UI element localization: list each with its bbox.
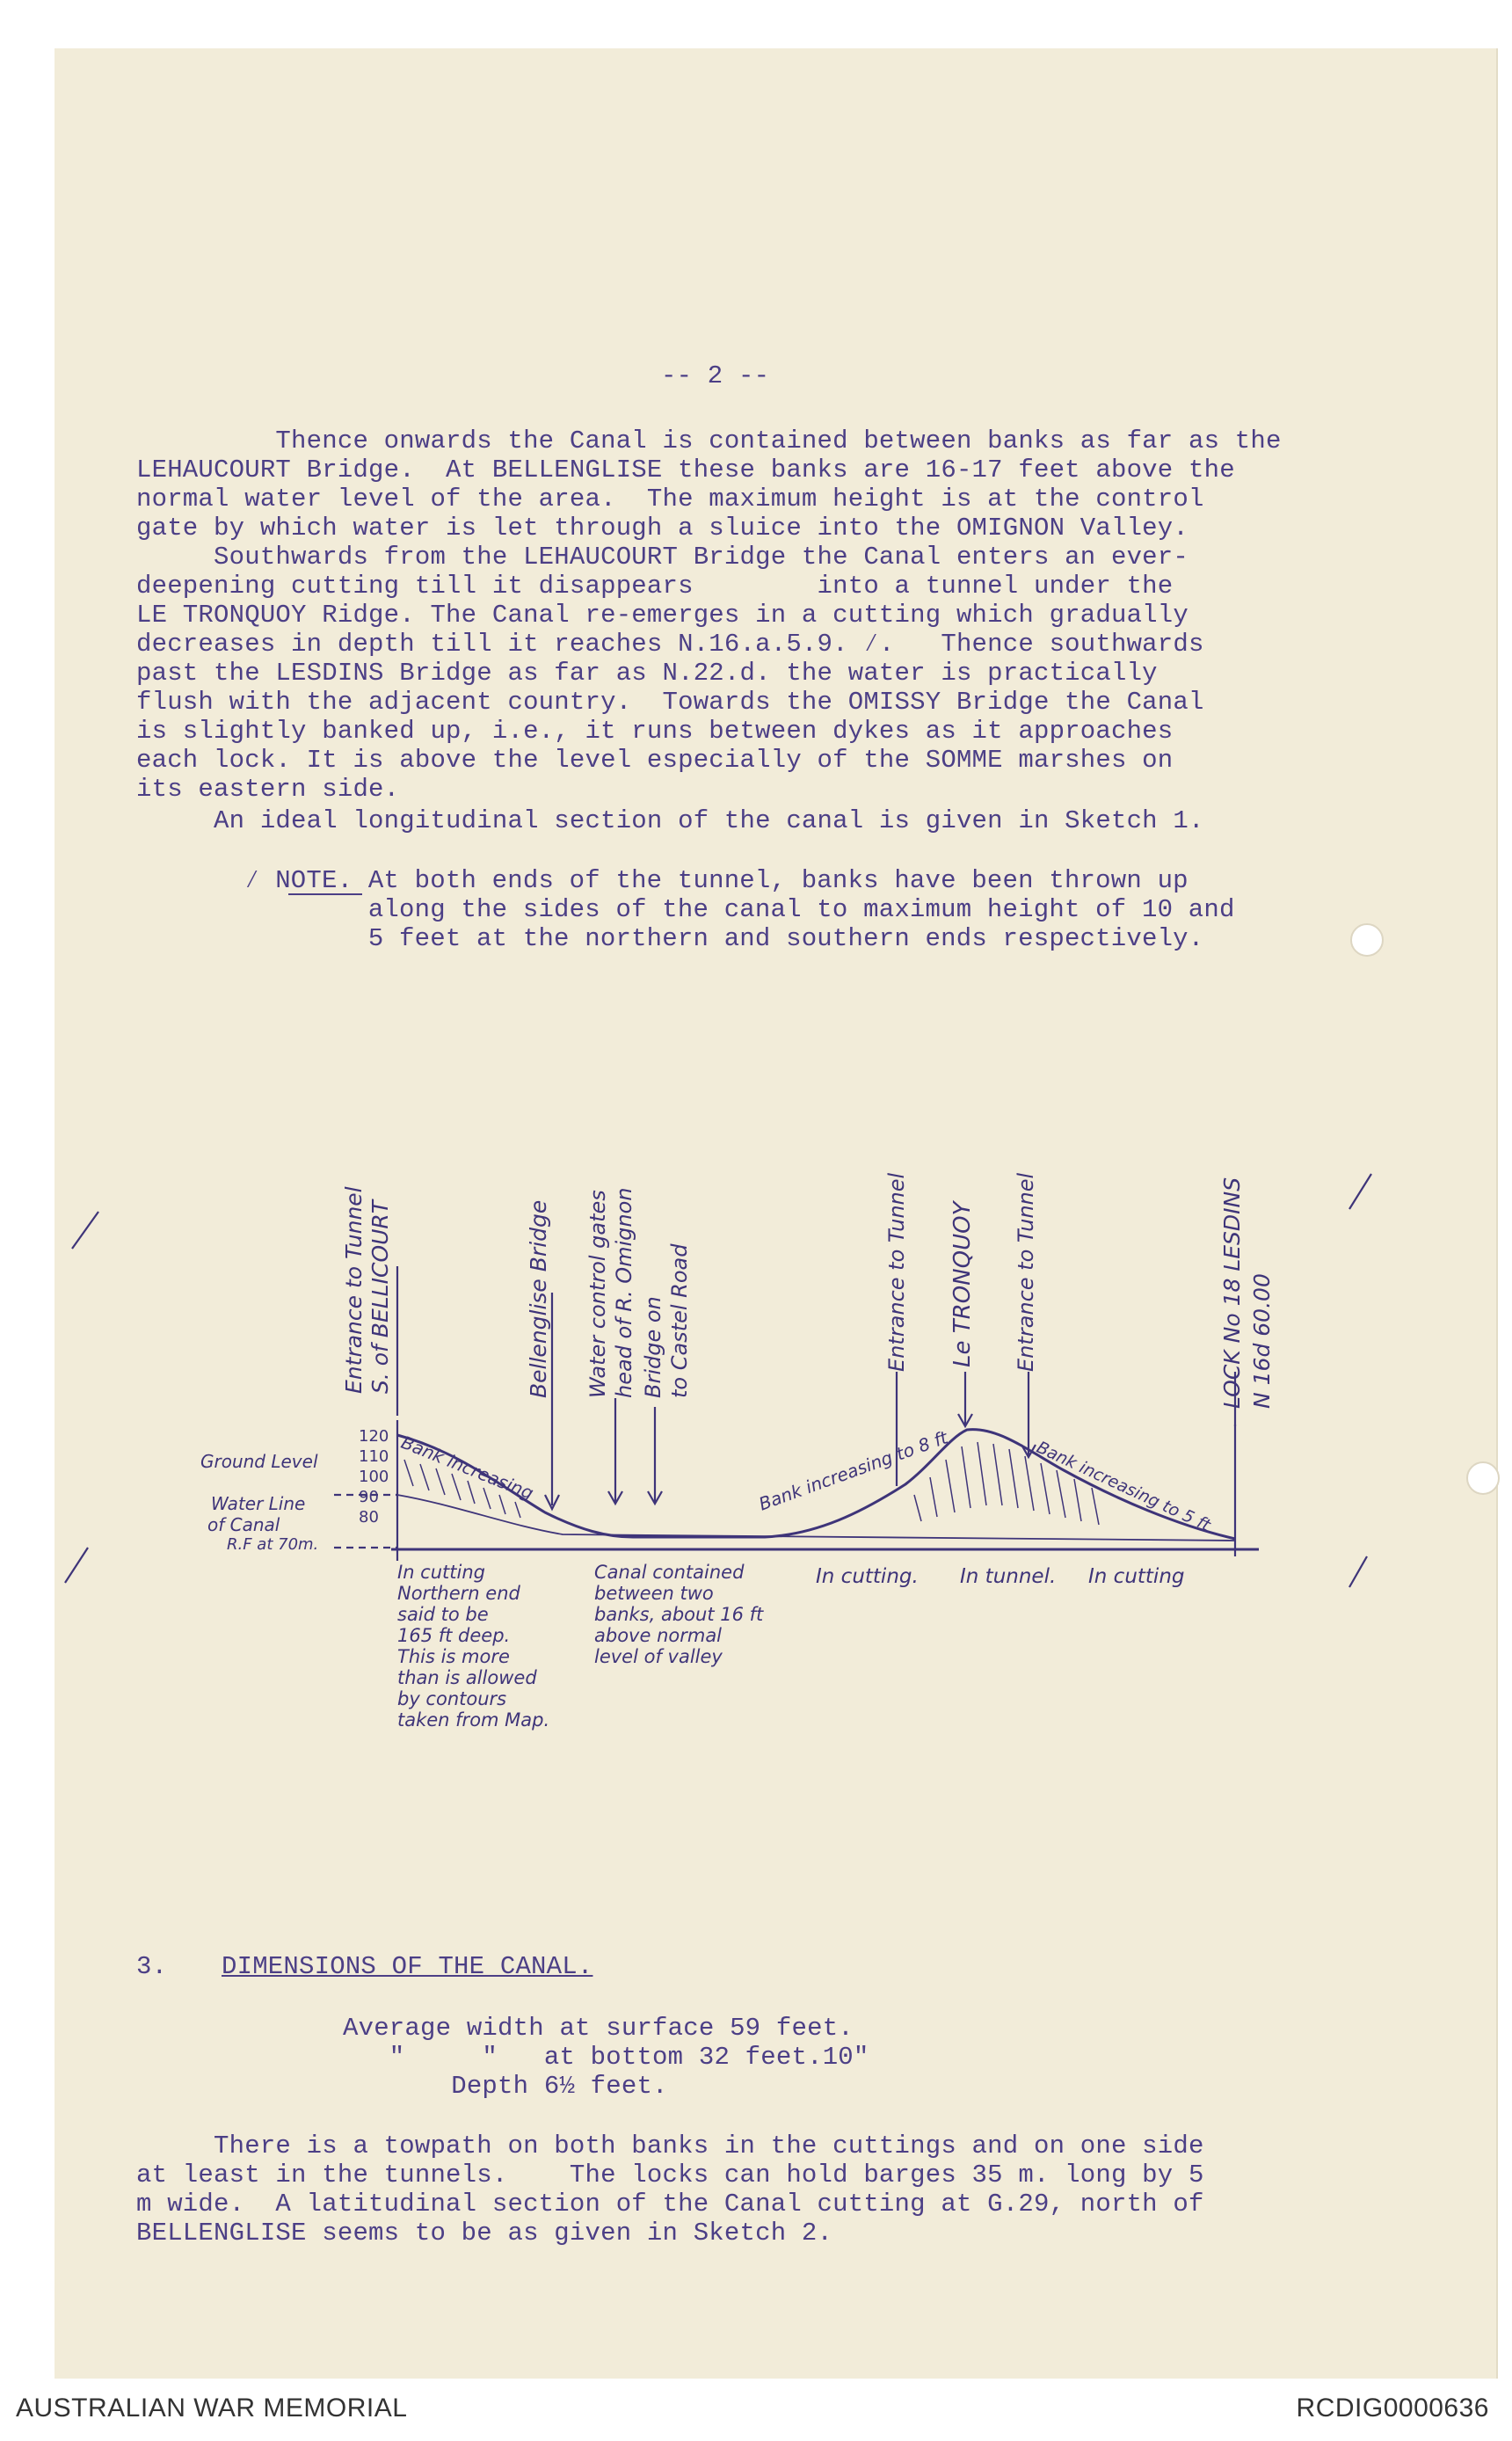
- label-rf-scale: R.F at 70m.: [227, 1535, 319, 1554]
- note-line: along the sides of the canal to maximum height of 10 and: [244, 895, 1235, 924]
- label-bank-increasing-north: Bank increasing: [398, 1432, 537, 1505]
- text-line: gate by which water is let through a sluice into the OMIGNON Valley.: [136, 514, 1189, 543]
- footer-item-id: RCDIG0000636: [1296, 2394, 1489, 2423]
- margin-mark: [65, 1548, 88, 1583]
- note-in-cutting: In cutting.: [816, 1565, 919, 1588]
- text-line: Thence onwards the Canal is contained between banks as far as the: [136, 426, 1282, 455]
- section-number: 3.: [136, 1952, 168, 1981]
- label-of-canal: of Canal: [207, 1514, 280, 1535]
- text-line: LEHAUCOURT Bridge. At BELLENGLISE these banks are 16-17 feet above the: [136, 455, 1235, 485]
- dimension-line: Depth 6½ feet.: [343, 2072, 668, 2101]
- section-title: DIMENSIONS OF THE CANAL.: [222, 1952, 593, 1981]
- text-line: its eastern side.: [136, 775, 400, 804]
- text-line: deepening cutting till it disappears into a tunnel under the: [136, 572, 1174, 601]
- text-line: An ideal longitudinal section of the canal is given in Sketch 1.: [136, 806, 1204, 835]
- label-le-tronquoy: Le TRONQUOY: [949, 1201, 976, 1367]
- text-line: normal water level of the area. The maximum height is at the control: [136, 485, 1204, 514]
- label-bank-increasing-8ft: Bank increasing to 8 ft: [756, 1426, 951, 1515]
- text-line: is slightly banked up, i.e., it runs between dykes as it approaches: [136, 717, 1174, 746]
- text-line: m wide. A latitudinal section of the Canal cutting at G.29, north of: [136, 2190, 1204, 2219]
- label-entrance-tunnel-south: Entrance to Tunnel: [1014, 1172, 1038, 1372]
- footer-archive-name: AUSTRALIAN WAR MEMORIAL: [16, 2394, 408, 2423]
- text-line: There is a towpath on both banks in the cuttings and on one side: [136, 2131, 1204, 2160]
- label-lock-lesdins: LOCK No 18 LESDINS N 16d 60.00: [1219, 1177, 1275, 1409]
- note-in-tunnel: In tunnel.: [960, 1565, 1057, 1588]
- text-line: Southwards from the LEHAUCOURT Bridge the Canal enters an ever-: [136, 543, 1189, 572]
- text-line: LE TRONQUOY Ridge. The Canal re-emerges in a cutting which gradually: [136, 601, 1189, 630]
- label-bank-increasing-5ft: Bank increasing to 5 ft: [1033, 1438, 1214, 1535]
- label-entrance-tunnel-north: Entrance to Tunnel: [884, 1172, 909, 1372]
- margin-mark: [72, 1212, 98, 1249]
- page-number: -- 2 --: [661, 361, 770, 390]
- dimension-line: Average width at surface 59 feet.: [343, 2014, 854, 2043]
- text-line: each lock. It is above the level especially of the SOMME marshes on: [136, 746, 1174, 775]
- note-line: 5 feet at the northern and southern ends respectively.: [244, 924, 1204, 953]
- text-line: decreases in depth till it reaches N.16.a.5.9. ⁄. Thence southwards: [136, 630, 1204, 659]
- note-canal-contained: Canal contained between two banks, about 16 ft above normal level of valley: [594, 1562, 764, 1667]
- note-in-cutting-south: In cutting: [1088, 1565, 1185, 1588]
- label-entrance-tunnel-bellicourt: Entrance to Tunnel S. of BELLICOURT: [341, 1186, 393, 1394]
- text-line: flush with the adjacent country. Towards the OMISSY Bridge the Canal: [136, 688, 1204, 717]
- dimension-line: " " at bottom 32 feet.10": [343, 2043, 869, 2072]
- label-ground-level: Ground Level: [200, 1451, 318, 1472]
- label-bellenglise-bridge: Bellenglise Bridge: [526, 1199, 551, 1398]
- note-line: ⁄ NOTE. At both ends of the tunnel, banks have been thrown up: [244, 866, 1189, 895]
- note-cutting-north: In cutting Northern end said to be 165 ft deep. This is more than is allowed by contours taken from Map.: [397, 1562, 550, 1731]
- margin-mark: [1349, 1174, 1371, 1209]
- text-line: BELLENGLISE seems to be as given in Sketch 2.: [136, 2219, 833, 2248]
- label-bridge-castel-road: Bridge on to Castel Road: [641, 1243, 692, 1398]
- label-water-control-gates: Water control gates head of R. Omignon: [585, 1187, 636, 1398]
- margin-mark: [1349, 1556, 1367, 1587]
- label-water-line: Water Line: [211, 1493, 306, 1514]
- text-line: past the LESDINS Bridge as far as N.22.d. the water is practically: [136, 659, 1158, 688]
- height-scale: 120 110 100 90 80: [359, 1427, 389, 1527]
- text-line: at least in the tunnels. The locks can hold barges 35 m. long by 5: [136, 2160, 1204, 2190]
